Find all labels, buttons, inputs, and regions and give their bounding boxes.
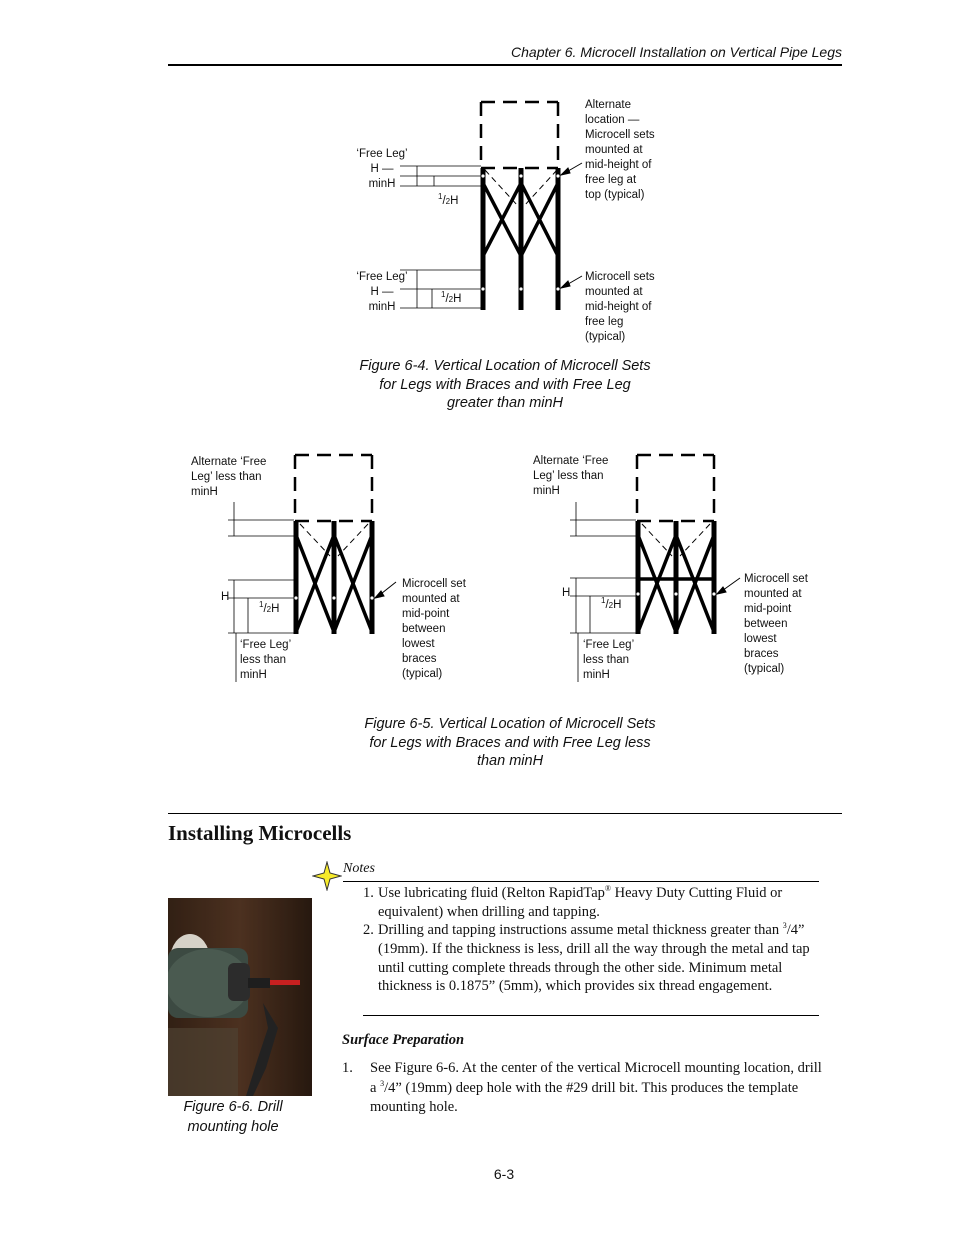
fig4-label-alternate: Alternate location — Microcell sets mounted at mid-height of free leg at top (typical): [585, 99, 655, 201]
fig4-label-free-leg-bottom: ‘Free Leg’ H — minH: [356, 271, 408, 313]
fig5-left-label-alternate: Alternate ‘Free Leg’ less than minH: [191, 456, 267, 498]
note-item-2: 2. Drilling and tapping instructions assume metal thickness greater than $^3$/4” (19mm). If the thickness is less, drill all the way through the metal and tap until cutting complete threads through the other side. Minimum metal thickness is 0.1875” (5mm), which provides six thread engagement.: [363, 921, 810, 995]
notes-star-icon: [312, 861, 342, 891]
fig5-right-sensor-dots: [636, 592, 715, 595]
fig5-right-dashed-box: [637, 455, 714, 522]
chapter-header: Chapter 6. Microcell Installation on Vertical Pipe Legs: [511, 44, 842, 60]
notes-label: Notes: [343, 861, 375, 876]
fig5-right-label-free-leg: ‘Free Leg’ less than minH: [583, 639, 635, 681]
fig5-left-label-mounted: Microcell set mounted at mid-point between lowest braces (typical): [402, 578, 466, 680]
fig5-left-leader: [375, 582, 396, 598]
fig4-half-h-bottom: $^1$/2H: [441, 290, 462, 305]
fig4-dashed-box: [481, 102, 558, 168]
fig4-leader-arrows: [561, 163, 582, 288]
fig5-right-label-mounted: Microcell set mounted at mid-point between lowest braces (typical): [744, 573, 808, 675]
notes-bottom-rule: [363, 1015, 819, 1016]
figure-6-4-caption: Figure 6-4. Vertical Location of Microcell Sets for Legs with Braces and with Free Leg greater than minH: [359, 358, 651, 411]
page-number: 6-3: [493, 1166, 515, 1182]
section-title: Installing Microcells: [168, 821, 352, 845]
fig4-label-free-leg-top: ‘Free Leg’ H — minH: [356, 148, 408, 190]
notes-top-rule: [343, 881, 819, 882]
figure-6-5-caption: Figure 6-5. Vertical Location of Microcell Sets for Legs with Braces and with Free Leg less than minH: [364, 716, 656, 769]
fig5-right-label-h: H: [562, 587, 571, 599]
fig5-right-label-alternate: Alternate ‘Free Leg’ less than minH: [533, 455, 609, 497]
note-item-1: 1. Use lubricating fluid (Relton RapidTap® Heavy Duty Cutting Fluid or equivalent) when drilling and tapping.: [363, 884, 783, 920]
fig4-label-mounted: Microcell sets mounted at mid-height of free leg (typical): [585, 271, 655, 343]
drill-photo-illustration: [168, 898, 312, 1096]
drill-photo: [168, 898, 312, 1096]
fig5-left-half-h: $^1$/2H: [259, 600, 280, 615]
surface-preparation-heading: Surface Preparation: [342, 1032, 465, 1048]
fig5-left-sensor-dots: [294, 596, 373, 599]
step-1: 1. See Figure 6-6. At the center of the vertical Microcell mounting location, drill a $^3$/4” (19mm) deep hole with the #29 drill bit. This produces the template mounting hole.: [342, 1060, 822, 1115]
section-rule: [168, 813, 842, 814]
fig5-right-half-h: $^1$/2H: [601, 596, 622, 611]
figure-6-6-caption: Figure 6-6. Drill mounting hole: [183, 1099, 283, 1135]
fig4-dimension-top: [400, 166, 481, 186]
fig4-half-h-top: $^1$/2H: [438, 192, 459, 207]
fig5-left-dashed-box: [295, 455, 372, 522]
fig5-left-label-free-leg: ‘Free Leg’ less than minH: [240, 639, 292, 681]
fig5-left-label-h: H: [221, 591, 230, 603]
fig5-right-leader: [717, 578, 740, 594]
